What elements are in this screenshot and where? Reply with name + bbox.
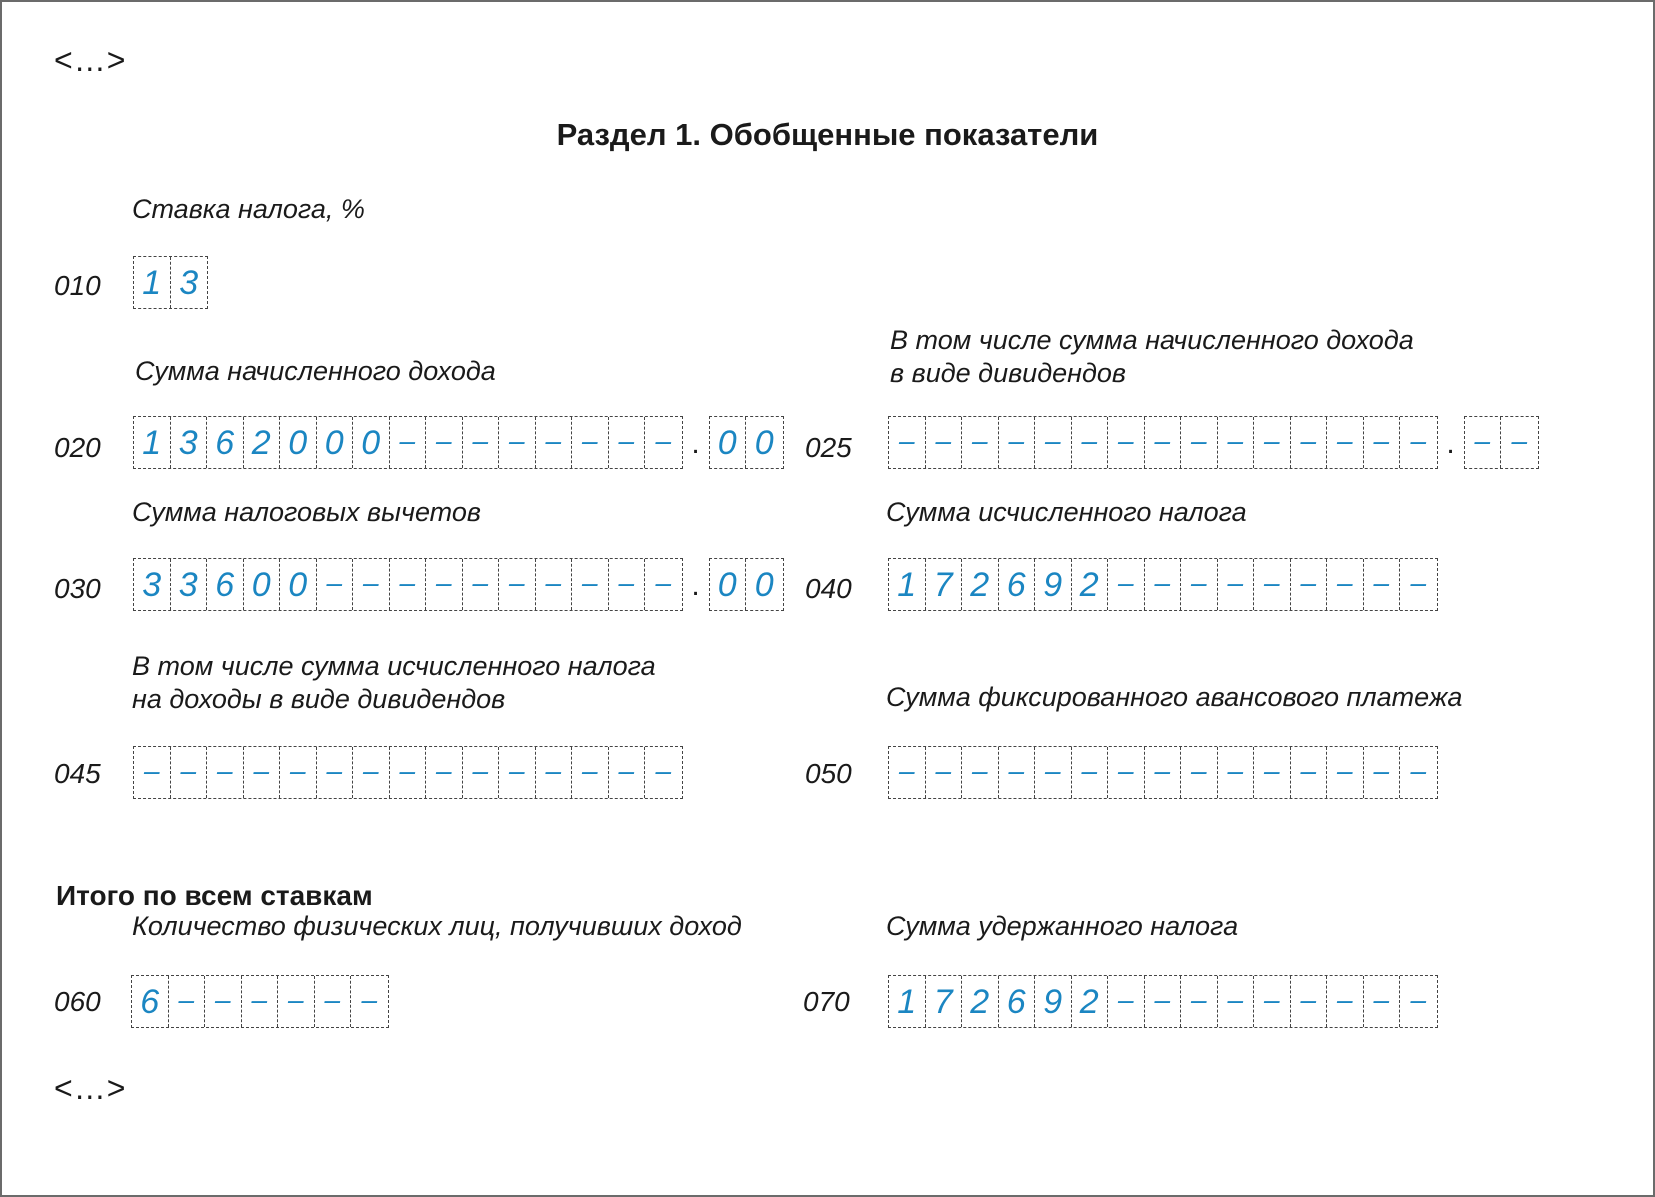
digit-cell[interactable]: – [926,747,963,798]
digit-cell[interactable]: – [889,747,926,798]
digit-cell[interactable]: – [609,559,646,610]
digit-cell[interactable]: 0 [353,417,390,468]
label-030: Сумма налоговых вычетов [132,497,481,527]
digit-cell[interactable]: – [655,424,672,456]
digit-cell[interactable]: – [463,747,500,798]
digit-cell[interactable]: 0 [754,565,774,604]
digit-cell[interactable]: – [1181,976,1218,1027]
digit-cell[interactable]: – [999,417,1036,468]
digit-cell[interactable]: – [242,976,279,1027]
field-010-cells[interactable] [133,256,208,309]
digit-cell[interactable]: 0 [710,417,747,468]
digit-cell[interactable]: – [1181,559,1218,610]
digit-cell[interactable]: 7 [926,976,963,1027]
cell-group-int [131,975,389,1028]
digit-cell[interactable]: – [1364,976,1401,1027]
code-040: 040 [805,573,852,604]
label-010: Ставка налога, % [132,194,365,224]
digit-cell[interactable]: – [1364,747,1401,798]
digit-cell[interactable]: – [1145,417,1182,468]
digit-cell[interactable]: 6 [132,976,169,1027]
digit-cell[interactable]: – [1218,976,1255,1027]
decimal-point: . [1446,427,1455,460]
digit-cell[interactable]: – [499,417,536,468]
digit-cell[interactable]: – [390,559,427,610]
label-040: Сумма исчисленного налога [886,497,1247,527]
digit-cell[interactable]: – [1511,424,1528,456]
digit-cell[interactable]: 0 [710,559,747,610]
field-050-cells[interactable] [888,746,1438,799]
digit-cell[interactable]: – [1108,417,1145,468]
digit-cell[interactable]: – [361,983,378,1015]
ellipsis-top: <…> [54,42,127,78]
digit-cell[interactable]: – [317,559,354,610]
digit-cell[interactable]: – [390,747,427,798]
digit-cell[interactable]: – [655,754,672,786]
digit-cell[interactable]: 6 [999,976,1036,1027]
digit-cell[interactable]: 1 [889,976,926,1027]
code-050: 050 [805,758,852,789]
digit-cell[interactable]: – [499,747,536,798]
label-045-line1: В том числе сумма исчисленного налога [132,651,656,681]
digit-cell[interactable]: – [278,976,315,1027]
cell-group-int [133,746,683,799]
field-020-cells[interactable] [133,416,784,469]
digit-cell[interactable]: – [1291,976,1328,1027]
field-040-cells[interactable] [888,558,1438,611]
digit-cell[interactable]: 1 [134,417,171,468]
cell-group-frac [1464,416,1539,469]
digit-cell[interactable]: – [1327,417,1364,468]
digit-cell[interactable]: – [1181,747,1218,798]
digit-cell[interactable]: – [1035,747,1072,798]
digit-cell[interactable]: – [1410,424,1427,456]
digit-cell[interactable]: – [962,417,999,468]
digit-cell[interactable]: 3 [134,559,171,610]
digit-cell[interactable]: 2 [962,559,999,610]
digit-cell[interactable]: – [536,747,573,798]
digit-cell[interactable]: 2 [1072,976,1109,1027]
cell-group-int [888,416,1438,469]
digit-cell[interactable]: – [1108,976,1145,1027]
digit-cell[interactable]: – [536,559,573,610]
digit-cell[interactable]: – [1410,566,1427,598]
digit-cell[interactable]: 0 [317,417,354,468]
digit-cell[interactable]: – [609,417,646,468]
code-045: 045 [54,758,101,789]
digit-cell[interactable]: 0 [244,559,281,610]
digit-cell[interactable]: 0 [280,417,317,468]
cell-group-int [888,558,1438,611]
code-010: 010 [54,270,101,301]
digit-cell[interactable]: – [1218,559,1255,610]
cell-group-int [133,256,208,309]
digit-cell[interactable]: – [1181,417,1218,468]
digit-cell[interactable]: – [499,559,536,610]
digit-cell[interactable]: – [1218,747,1255,798]
digit-cell[interactable]: – [317,747,354,798]
digit-cell[interactable]: – [962,747,999,798]
code-025: 025 [805,432,852,463]
digit-cell[interactable]: – [169,976,206,1027]
digit-cell[interactable]: 3 [171,417,208,468]
digit-cell[interactable]: – [1364,417,1401,468]
digit-cell[interactable]: 3 [171,559,208,610]
digit-cell[interactable]: – [205,976,242,1027]
digit-cell[interactable]: 9 [1035,976,1072,1027]
label-025 [890,324,1414,390]
digit-cell[interactable]: – [463,417,500,468]
digit-cell[interactable]: – [1145,559,1182,610]
digit-cell[interactable]: 6 [207,417,244,468]
digit-cell[interactable]: – [609,747,646,798]
cell-group-int [133,416,683,469]
label-050: Сумма фиксированного авансового платежа [886,682,1463,712]
code-030: 030 [54,573,101,604]
digit-cell[interactable]: – [171,747,208,798]
digit-cell[interactable]: – [572,417,609,468]
digit-cell[interactable]: – [1254,976,1291,1027]
digit-cell[interactable]: – [1254,559,1291,610]
digit-cell[interactable]: 1 [889,559,926,610]
ellipsis-bottom: <…> [54,1070,127,1106]
cell-group-frac [709,416,784,469]
digit-cell[interactable]: 1 [134,257,171,308]
digit-cell[interactable]: – [1465,417,1502,468]
digit-cell[interactable]: 0 [754,423,774,462]
code-020: 020 [54,432,101,463]
digit-cell[interactable]: 2 [244,417,281,468]
label-045 [132,650,656,716]
digit-cell[interactable]: – [134,747,171,798]
digit-cell[interactable]: – [999,747,1036,798]
digit-cell[interactable]: – [280,747,317,798]
digit-cell[interactable]: – [1254,747,1291,798]
label-025-line2: в виде дивидендов [890,358,1127,388]
digit-cell[interactable]: – [1072,747,1109,798]
digit-cell[interactable]: – [353,559,390,610]
decimal-point: . [691,427,700,460]
digit-cell[interactable]: – [1035,417,1072,468]
digit-cell[interactable]: – [889,417,926,468]
digit-cell[interactable]: – [244,747,281,798]
code-070: 070 [803,986,850,1017]
digit-cell[interactable]: 6 [207,559,244,610]
digit-cell[interactable]: – [315,976,352,1027]
digit-cell[interactable]: – [1327,747,1364,798]
digit-cell[interactable]: 2 [962,976,999,1027]
digit-cell[interactable]: – [1364,559,1401,610]
digit-cell[interactable]: – [426,747,463,798]
totals-subheading: Итого по всем ставкам [56,880,373,911]
digit-cell[interactable]: 7 [926,559,963,610]
digit-cell[interactable]: – [572,747,609,798]
decimal-point: . [691,569,700,602]
cell-group-int [888,975,1438,1028]
digit-cell[interactable]: 9 [1035,559,1072,610]
label-045-line2: на доходы в виде дивидендов [132,684,506,714]
digit-cell[interactable]: – [1108,747,1145,798]
digit-cell[interactable]: – [1108,559,1145,610]
digit-cell[interactable]: – [1072,417,1109,468]
digit-cell[interactable]: 6 [999,559,1036,610]
digit-cell[interactable]: 2 [1072,559,1109,610]
digit-cell[interactable]: – [426,417,463,468]
digit-cell[interactable]: – [536,417,573,468]
digit-cell[interactable]: – [1410,754,1427,786]
digit-cell[interactable]: – [353,747,390,798]
digit-cell[interactable]: – [1218,417,1255,468]
digit-cell[interactable]: 0 [280,559,317,610]
digit-cell[interactable]: 3 [179,263,199,302]
digit-cell[interactable]: – [1327,559,1364,610]
field-070-cells[interactable] [888,975,1438,1028]
field-030-cells[interactable] [133,558,784,611]
digit-cell[interactable]: – [1291,417,1328,468]
section-title: Раздел 1. Обобщенные показатели [556,117,1099,152]
field-060-cells[interactable] [131,975,389,1028]
label-020: Сумма начисленного дохода [135,356,496,386]
digit-cell[interactable]: – [1327,976,1364,1027]
digit-cell[interactable]: – [655,566,672,598]
field-045-cells[interactable] [133,746,683,799]
digit-cell[interactable]: – [207,747,244,798]
digit-cell[interactable]: – [463,559,500,610]
label-070: Сумма удержанного налога [886,911,1239,941]
digit-cell[interactable]: – [390,417,427,468]
digit-cell[interactable]: – [1410,983,1427,1015]
digit-cell[interactable]: – [1145,747,1182,798]
cell-group-frac [709,558,784,611]
label-060: Количество физических лиц, получивших доход [132,911,742,941]
digit-cell[interactable]: – [1145,976,1182,1027]
cell-group-int [888,746,1438,799]
field-025-cells[interactable] [888,416,1539,469]
digit-cell[interactable]: – [1254,417,1291,468]
digit-cell[interactable]: – [426,559,463,610]
digit-cell[interactable]: – [926,417,963,468]
digit-cell[interactable]: – [572,559,609,610]
digit-cell[interactable]: – [1291,559,1328,610]
label-025-line1: В том числе сумма начисленного дохода [890,325,1414,355]
code-060: 060 [54,986,101,1017]
cell-group-int [133,558,683,611]
digit-cell[interactable]: – [1291,747,1328,798]
